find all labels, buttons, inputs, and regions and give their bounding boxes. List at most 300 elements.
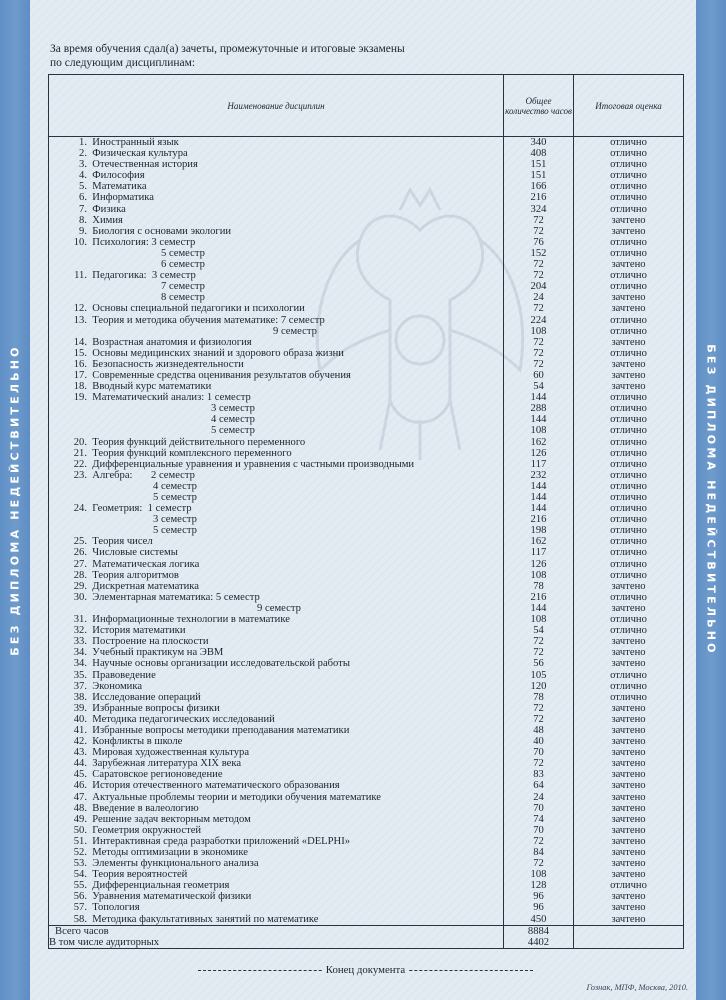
grade-cell: отлично [574, 270, 684, 281]
discipline-name-cell [49, 825, 504, 836]
printer-imprint: Гознак, МПФ, Москва, 2010. [586, 983, 688, 992]
grade-cell: зачтено [574, 902, 684, 913]
left-security-band [0, 0, 30, 1000]
discipline-number: 53. [73, 858, 87, 870]
grade-cell: отлично [574, 625, 684, 636]
discipline-name-cell [49, 614, 504, 625]
discipline-name-cell [49, 359, 504, 370]
table-row [49, 315, 684, 326]
discipline-name: Числовые системы [92, 547, 178, 559]
grade-cell: зачтено [574, 769, 684, 780]
table-row [49, 248, 684, 259]
discipline-name: 5 семестр [153, 492, 197, 503]
table-row [49, 758, 684, 769]
discipline-name-cell [49, 192, 504, 203]
grade-cell: зачтено [574, 914, 684, 926]
discipline-name-cell [49, 914, 504, 926]
hours-cell: 166 [504, 181, 574, 192]
side-warning-right: БЕЗ ДИПЛОМА НЕДЕЙСТВИТЕЛЬНО [704, 344, 718, 656]
discipline-name-cell [49, 226, 504, 237]
discipline-name-cell [49, 315, 504, 326]
discipline-name: Мировая художественная культура [92, 747, 250, 759]
table-row [49, 692, 684, 703]
table-row [49, 459, 684, 470]
table-row [49, 226, 684, 237]
table-row [49, 536, 684, 547]
hours-cell: 162 [504, 437, 574, 448]
grade-cell: отлично [574, 392, 684, 403]
grade-cell: зачтено [574, 370, 684, 381]
grade-cell: отлично [574, 137, 684, 149]
discipline-name: Иностранный язык [92, 137, 179, 148]
discipline-name: 3 семестр [211, 403, 255, 415]
discipline-name: Методы оптимизации в экономике [92, 847, 248, 858]
intro-line-1: За время обучения сдал(а) зачеты, промежуточные и итоговые экзамены [50, 43, 405, 55]
discipline-number: 13. [73, 314, 87, 326]
grade-cell: зачтено [574, 825, 684, 836]
table-row [49, 370, 684, 381]
discipline-number: 37. [73, 680, 87, 692]
grade-cell: отлично [574, 503, 684, 514]
grade-cell: зачтено [574, 259, 684, 270]
grade-cell: зачтено [574, 803, 684, 814]
discipline-name: Философия [92, 170, 145, 182]
discipline-name-cell [49, 237, 504, 248]
hours-cell: 72 [504, 226, 574, 237]
hours-cell: 120 [504, 681, 574, 692]
discipline-name: Математика [92, 181, 147, 193]
discipline-name: Саратовское регионоведение [92, 769, 223, 781]
hours-cell: 288 [504, 403, 574, 414]
table-row [49, 259, 684, 270]
hours-cell: 162 [504, 536, 574, 547]
table-row [49, 359, 684, 370]
table-row [49, 825, 684, 836]
discipline-number: 17. [73, 369, 87, 381]
hours-cell: 224 [504, 315, 574, 326]
grade-cell: отлично [574, 281, 684, 292]
hours-cell: 144 [504, 481, 574, 492]
discipline-number: 47. [73, 791, 87, 803]
discipline-name: Алгебра: 2 семестр [92, 469, 195, 481]
discipline-name: Биология с основами экологии [92, 225, 232, 237]
grade-cell: зачтено [574, 647, 684, 658]
discipline-name-cell [49, 437, 504, 448]
hours-cell: 216 [504, 192, 574, 203]
grade-cell: зачтено [574, 581, 684, 592]
discipline-number: 11. [74, 270, 87, 282]
grade-cell: отлично [574, 459, 684, 470]
discipline-name: Дифференциальные уравнения и уравнения с частными производными [92, 458, 415, 470]
total-grade-empty [574, 925, 684, 937]
discipline-number: 57. [73, 902, 87, 914]
grade-cell: отлично [574, 326, 684, 337]
table-row [49, 437, 684, 448]
discipline-name-cell [49, 348, 504, 359]
hours-cell: 232 [504, 470, 574, 481]
table-row [49, 803, 684, 814]
discipline-name-cell [49, 780, 504, 791]
intro-text [50, 42, 480, 70]
table-row [49, 670, 684, 681]
total-row [49, 925, 684, 937]
discipline-name-cell [49, 714, 504, 725]
discipline-name-cell [49, 581, 504, 592]
grade-cell: отлично [574, 315, 684, 326]
discipline-number: 46. [73, 780, 87, 792]
grade-cell: отлично [574, 470, 684, 481]
total-hours: 8884 [504, 925, 574, 937]
discipline-name-cell [49, 803, 504, 814]
discipline-name: Интерактивная среда разработки приложений «DELPHI» [92, 835, 351, 847]
hours-cell: 72 [504, 703, 574, 714]
discipline-number: 18. [73, 381, 87, 393]
discipline-name-cell [49, 326, 504, 337]
discipline-name-cell [49, 414, 504, 425]
table-row [49, 736, 684, 747]
discipline-number: 27. [73, 558, 87, 570]
discipline-name-cell [49, 259, 504, 270]
discipline-name-cell [49, 503, 504, 514]
hours-cell: 72 [504, 348, 574, 359]
table-row [49, 681, 684, 692]
hours-cell: 144 [504, 492, 574, 503]
discipline-name: Современные средства оценивания результатов обучения [92, 369, 351, 381]
discipline-name: Дискретная математика [92, 580, 199, 592]
discipline-name: 9 семестр [273, 325, 317, 337]
hours-cell: 72 [504, 270, 574, 281]
discipline-name-cell [49, 170, 504, 181]
grade-cell: зачтено [574, 780, 684, 791]
discipline-name: Методика факультативных занятий по математике [92, 913, 319, 925]
table-row [49, 381, 684, 392]
discipline-name: Отечественная история [92, 159, 198, 171]
header-total-hours: Общее количество часов [504, 75, 574, 137]
discipline-name: Дифференциальная геометрия [92, 880, 230, 892]
discipline-name-cell [49, 725, 504, 736]
hours-cell: 72 [504, 636, 574, 647]
discipline-name: Научные основы организации исследовательской работы [92, 658, 350, 670]
hours-cell: 83 [504, 769, 574, 780]
table-row [49, 847, 684, 858]
grade-cell: отлично [574, 547, 684, 558]
discipline-number: 9. [79, 225, 87, 237]
grade-cell: отлично [574, 248, 684, 259]
discipline-name-cell [49, 137, 504, 149]
table-row [49, 747, 684, 758]
discipline-name-cell [49, 303, 504, 314]
table-row [49, 570, 684, 581]
discipline-number: 45. [73, 769, 87, 781]
discipline-name: История отечественного математического образования [92, 780, 340, 792]
grade-cell: зачтено [574, 736, 684, 747]
discipline-name-cell [49, 647, 504, 658]
discipline-name-cell [49, 525, 504, 536]
grade-cell: отлично [574, 448, 684, 459]
discipline-name: Элементарная математика: 5 семестр [92, 591, 260, 603]
grade-cell: зачтено [574, 337, 684, 348]
grade-cell: зачтено [574, 836, 684, 847]
total-label: В том числе аудиторных [49, 937, 504, 949]
table-row [49, 204, 684, 215]
hours-cell: 151 [504, 170, 574, 181]
discipline-number: 2. [79, 148, 87, 160]
discipline-name: Избранные вопросы методики преподавания математики [92, 724, 350, 736]
table-row [49, 303, 684, 314]
grade-cell: отлично [574, 159, 684, 170]
table-row [49, 625, 684, 636]
hours-cell: 76 [504, 237, 574, 248]
table-row [49, 237, 684, 248]
discipline-name-cell [49, 792, 504, 803]
hours-cell: 108 [504, 326, 574, 337]
discipline-name-cell [49, 603, 504, 614]
discipline-name-cell [49, 703, 504, 714]
table-row [49, 292, 684, 303]
discipline-name-cell [49, 181, 504, 192]
discipline-name-cell [49, 570, 504, 581]
hours-cell: 78 [504, 581, 574, 592]
grade-cell: зачтено [574, 636, 684, 647]
hours-cell: 72 [504, 215, 574, 226]
hours-cell: 54 [504, 381, 574, 392]
table-row [49, 470, 684, 481]
grade-cell: отлично [574, 481, 684, 492]
discipline-number: 1. [79, 137, 87, 148]
grade-cell: отлично [574, 592, 684, 603]
discipline-number: 20. [73, 436, 87, 448]
discipline-name: 5 семестр [161, 247, 205, 259]
discipline-name-cell [49, 658, 504, 669]
grade-cell: отлично [574, 692, 684, 703]
discipline-number: 12. [73, 303, 87, 315]
discipline-name: Математический анализ: 1 семестр [92, 392, 251, 404]
grade-cell: отлично [574, 880, 684, 891]
discipline-name: Методика педагогических исследований [92, 713, 275, 725]
table-row [49, 559, 684, 570]
discipline-number: 38. [73, 691, 87, 703]
hours-cell: 152 [504, 248, 574, 259]
discipline-name: История математики [92, 625, 186, 637]
hours-cell: 84 [504, 847, 574, 858]
discipline-number: 21. [73, 447, 87, 459]
discipline-name-cell [49, 625, 504, 636]
table-row [49, 337, 684, 348]
table-row [49, 869, 684, 880]
hours-cell: 198 [504, 525, 574, 536]
discipline-number: 5. [79, 181, 87, 193]
hours-cell: 117 [504, 459, 574, 470]
discipline-name-cell [49, 747, 504, 758]
table-row [49, 137, 684, 149]
discipline-name: Теория алгоритмов [92, 569, 179, 581]
total-label: Всего часов [49, 925, 504, 937]
discipline-name: Введение в валеологию [92, 802, 199, 814]
grade-cell: зачтено [574, 858, 684, 869]
grade-cell: отлично [574, 348, 684, 359]
discipline-name-cell [49, 902, 504, 913]
discipline-number: 48. [73, 802, 87, 814]
end-of-document-text: Конец документа [322, 964, 409, 976]
table-row [49, 792, 684, 803]
discipline-name: Психология: 3 семестр [92, 236, 196, 248]
grade-cell: зачтено [574, 215, 684, 226]
discipline-name: Исследование операций [92, 691, 201, 703]
grade-cell: отлично [574, 570, 684, 581]
discipline-number: 56. [73, 891, 87, 903]
discipline-number: 54. [73, 869, 87, 881]
table-row [49, 170, 684, 181]
discipline-number: 50. [73, 824, 87, 836]
table-row [49, 647, 684, 658]
grade-cell: отлично [574, 670, 684, 681]
hours-cell: 108 [504, 869, 574, 880]
discipline-name: 3 семестр [153, 514, 197, 526]
discipline-name-cell [49, 592, 504, 603]
grade-cell: отлично [574, 437, 684, 448]
hours-cell: 72 [504, 647, 574, 658]
table-row [49, 503, 684, 514]
disciplines-table [48, 74, 684, 949]
discipline-name: Актуальные проблемы теории и методики обучения математике [92, 791, 381, 803]
hours-cell: 72 [504, 337, 574, 348]
discipline-name-cell [49, 159, 504, 170]
discipline-number: 34. [73, 647, 87, 659]
discipline-name: Физическая культура [92, 148, 188, 160]
table-row [49, 181, 684, 192]
discipline-name-cell [49, 670, 504, 681]
intro-line-2: по следующим дисциплинам: [50, 57, 196, 69]
discipline-name-cell [49, 370, 504, 381]
discipline-name: 5 семестр [153, 525, 197, 537]
hours-cell: 24 [504, 292, 574, 303]
discipline-name: 5 семестр [211, 425, 255, 437]
table-row [49, 780, 684, 791]
discipline-name: Избранные вопросы физики [92, 702, 220, 714]
grade-cell: зачтено [574, 758, 684, 769]
discipline-name: Основы специальной педагогики и психологии [92, 303, 305, 315]
table-row [49, 836, 684, 847]
discipline-name-cell [49, 858, 504, 869]
hours-cell: 216 [504, 592, 574, 603]
discipline-number: 10. [73, 236, 87, 248]
grade-cell: зачтено [574, 703, 684, 714]
hours-cell: 144 [504, 414, 574, 425]
hours-cell: 56 [504, 658, 574, 669]
discipline-name-cell [49, 847, 504, 858]
discipline-name-cell [49, 337, 504, 348]
discipline-name: Математическая логика [92, 558, 200, 570]
table-row [49, 514, 684, 525]
discipline-name: Топология [92, 902, 140, 914]
table-row [49, 614, 684, 625]
discipline-name-cell [49, 270, 504, 281]
discipline-name: Зарубежная литература XIX века [92, 758, 242, 770]
discipline-number: 14. [73, 336, 87, 348]
table-row [49, 603, 684, 614]
hours-cell: 72 [504, 259, 574, 270]
discipline-name-cell [49, 292, 504, 303]
grade-cell: отлично [574, 181, 684, 192]
hours-cell: 408 [504, 148, 574, 159]
grade-cell: зачтено [574, 725, 684, 736]
grade-cell: зачтено [574, 381, 684, 392]
hours-cell: 108 [504, 425, 574, 436]
table-row [49, 392, 684, 403]
table-row [49, 658, 684, 669]
total-hours: 4402 [504, 937, 574, 949]
grade-cell: зачтено [574, 747, 684, 758]
discipline-name: 8 семестр [161, 292, 205, 304]
grade-cell: отлично [574, 204, 684, 215]
discipline-name: Вводный курс математики [92, 381, 212, 393]
discipline-name: Педагогика: 3 семестр [92, 270, 196, 282]
discipline-name: Информационные технологии в математике [92, 614, 290, 626]
grade-cell: зачтено [574, 603, 684, 614]
discipline-name-cell [49, 891, 504, 902]
grade-cell: зачтено [574, 869, 684, 880]
table-row [49, 547, 684, 558]
hours-cell: 78 [504, 692, 574, 703]
hours-cell: 216 [504, 514, 574, 525]
discipline-name: Элементы функционального анализа [92, 858, 259, 870]
hours-cell: 204 [504, 281, 574, 292]
table-row [49, 858, 684, 869]
discipline-name: Правоведение [92, 669, 156, 681]
discipline-number: 41. [73, 724, 87, 736]
hours-cell: 108 [504, 570, 574, 581]
table-row [49, 414, 684, 425]
discipline-name: Построение на плоскости [92, 636, 209, 648]
discipline-name: 6 семестр [161, 259, 205, 271]
grade-cell: отлично [574, 425, 684, 436]
discipline-name: 4 семестр [211, 414, 255, 426]
discipline-number: 24. [73, 503, 87, 515]
total-row [49, 937, 684, 949]
hours-cell: 70 [504, 825, 574, 836]
discipline-name: Теория и методика обучения математике: 7 семестр [92, 314, 325, 326]
table-row [49, 348, 684, 359]
grade-cell: отлично [574, 681, 684, 692]
discipline-name-cell [49, 869, 504, 880]
discipline-name-cell [49, 481, 504, 492]
discipline-number: 6. [79, 192, 87, 204]
discipline-name-cell [49, 459, 504, 470]
discipline-name-cell [49, 880, 504, 891]
discipline-name-cell [49, 148, 504, 159]
table-row [49, 215, 684, 226]
table-row [49, 902, 684, 913]
grade-cell: отлично [574, 614, 684, 625]
hours-cell: 70 [504, 803, 574, 814]
discipline-name-cell [49, 692, 504, 703]
hours-cell: 70 [504, 747, 574, 758]
hours-cell: 128 [504, 880, 574, 891]
grade-cell: отлично [574, 192, 684, 203]
discipline-number: 30. [73, 591, 87, 603]
right-security-band [696, 0, 726, 1000]
hours-cell: 144 [504, 603, 574, 614]
discipline-number: 44. [73, 758, 87, 770]
discipline-number: 7. [79, 203, 87, 215]
hours-cell: 40 [504, 736, 574, 747]
discipline-number: 19. [73, 392, 87, 404]
grade-cell: зачтено [574, 714, 684, 725]
hours-cell: 72 [504, 836, 574, 847]
grade-cell: зачтено [574, 359, 684, 370]
discipline-number: 28. [73, 569, 87, 581]
table-row [49, 714, 684, 725]
